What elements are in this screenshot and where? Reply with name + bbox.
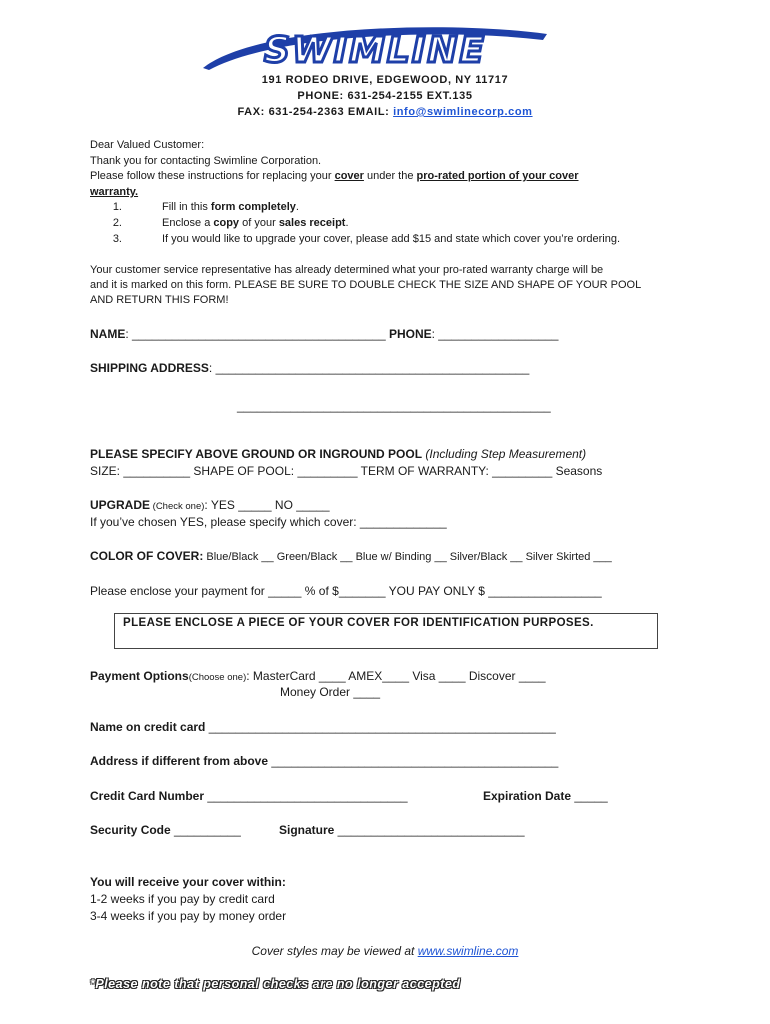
phone-field[interactable]: : __________________ <box>431 327 559 341</box>
svg-text:SWIMLINE: SWIMLINE <box>264 30 486 71</box>
name-field[interactable]: : ______________________________________ <box>125 327 389 341</box>
delivery-heading: You will receive your cover within: <box>90 875 286 889</box>
instructions-text: Please follow these instructions for replacing your cover under the pro-rated portion of your cover <box>90 170 579 182</box>
shipping-address-field-1[interactable]: : _______________________________________________ <box>208 361 530 375</box>
alt-address-row: Address if different from above ___________________________________________ <box>90 754 559 768</box>
color-of-cover-row: COLOR OF COVER: Blue/Black __ Green/Black __ Blue w/ Binding __ Silver/Black __ Silver Skirted ___ <box>90 549 612 563</box>
swimline-logo <box>195 24 555 74</box>
expiration-field[interactable]: _____ <box>571 789 608 803</box>
pool-heading: PLEASE SPECIFY ABOVE GROUND OR INGROUND POOL (Including Step Measurement) <box>90 447 587 461</box>
identification-box <box>114 613 658 649</box>
upgrade-row: UPGRADE (Check one): YES _____ NO _____ <box>90 498 330 512</box>
upgrade-options[interactable]: : YES _____ NO _____ <box>204 498 330 512</box>
delivery-credit: 1-2 weeks if you pay by credit card <box>90 892 275 906</box>
company-fax-email: FAX: 631-254-2363 EMAIL: info@swimlinecorp.com <box>237 106 533 118</box>
step-1: 1. Fill in this form completely. <box>112 201 299 213</box>
payment-options-row: Payment Options(Choose one): MasterCard ____ AMEX____ Visa ____ Discover ____ <box>90 669 546 683</box>
pool-size-row[interactable]: SIZE: __________ SHAPE OF POOL: _________ TERM OF WARRANTY: _________ Seasons <box>90 464 603 478</box>
cover-styles-line: Cover styles may be viewed at www.swimline.com <box>251 944 519 958</box>
card-name-field[interactable]: ____________________________________________________ <box>205 720 556 734</box>
rep-note-line1: Your customer service representative has already determined what your pro-rated warranty charge will be <box>90 264 604 276</box>
upgrade-which-cover[interactable]: If you’ve chosen YES, please specify which cover: _____________ <box>90 515 447 529</box>
thanks-text: Thank you for contacting Swimline Corporation. <box>90 155 322 167</box>
personal-checks-note: *Please note that personal checks are no longer accepted <box>90 977 461 991</box>
card-number-field[interactable]: ______________________________ <box>204 789 408 803</box>
instructions-warranty: warranty. <box>90 186 139 198</box>
step-2: 2. Enclose a copy of your sales receipt. <box>112 217 349 229</box>
signature-row: Signature ____________________________ <box>279 823 525 837</box>
card-number-row: Credit Card Number ______________________________ <box>90 789 408 803</box>
money-order-choice[interactable]: Money Order ____ <box>280 685 381 699</box>
alt-address-field[interactable]: ___________________________________________ <box>268 754 559 768</box>
rep-note-line3: AND RETURN THIS FORM! <box>90 294 229 306</box>
rep-note-line2: and it is marked on this form. PLEASE BE SURE TO DOUBLE CHECK THE SIZE AND SHAPE OF YOUR POOL <box>90 279 642 291</box>
expiration-row: Expiration Date _____ <box>483 789 608 803</box>
payment-amount-row[interactable]: Please enclose your payment for _____ % of $_______ YOU PAY ONLY $ _________________ <box>90 584 602 598</box>
signature-field[interactable]: ____________________________ <box>334 823 525 837</box>
swimline-website-link[interactable]: www.swimline.com <box>417 944 519 958</box>
greeting: Dear Valued Customer: <box>90 139 205 151</box>
identification-text: PLEASE ENCLOSE A PIECE OF YOUR COVER FOR IDENTIFICATION PURPOSES. <box>123 617 594 629</box>
delivery-money-order: 3-4 weeks if you pay by money order <box>90 909 287 923</box>
email-link[interactable]: info@swimlinecorp.com <box>393 106 533 118</box>
step-3: 3. If you would like to upgrade your cover, please add $15 and state which cover you’re ordering. <box>112 233 620 245</box>
name-phone-row: NAME: ______________________________________ PHONE: __________________ <box>90 327 559 341</box>
shipping-address-row: SHIPPING ADDRESS: _______________________________________________ <box>90 361 530 375</box>
security-code-field[interactable]: __________ <box>170 823 241 837</box>
security-code-row: Security Code __________ <box>90 823 241 837</box>
company-address: 191 RODEO DRIVE, EDGEWOOD, NY 11717 <box>261 74 509 86</box>
payment-method-choices[interactable]: : MasterCard ____ AMEX____ Visa ____ Discover ____ <box>246 669 546 683</box>
shipping-address-field-2[interactable]: _______________________________________________ <box>237 399 551 413</box>
card-name-row: Name on credit card ____________________________________________________ <box>90 720 556 734</box>
color-options[interactable]: Blue/Black __ Green/Black __ Blue w/ Binding __ Silver/Black __ Silver Skirted ___ <box>203 551 612 563</box>
company-phone: PHONE: 631-254-2155 EXT.135 <box>297 90 473 102</box>
